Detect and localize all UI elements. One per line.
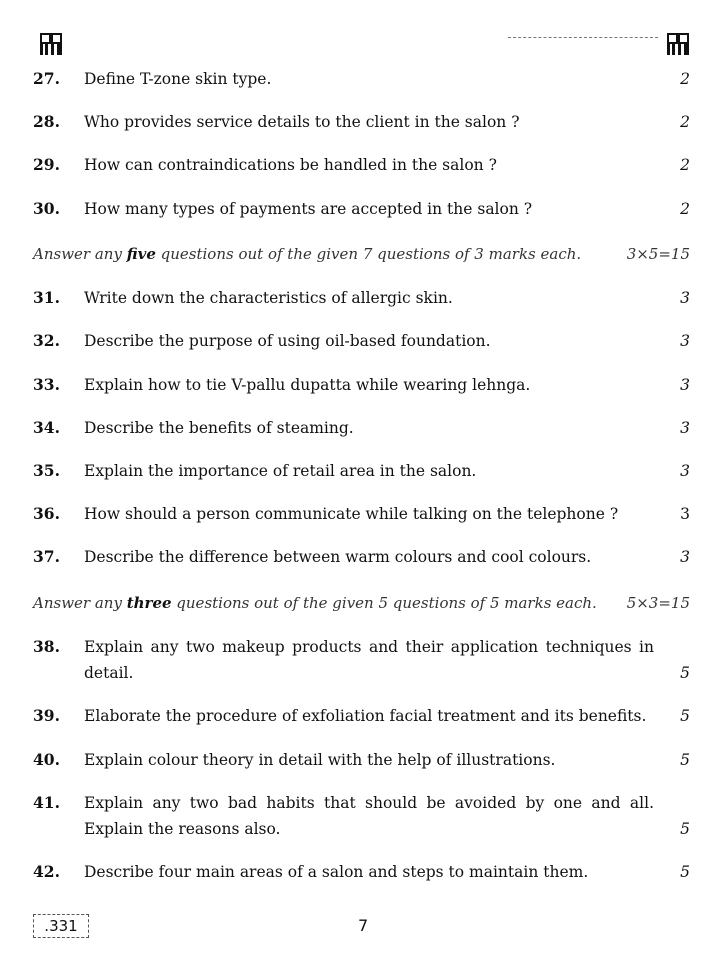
question-marks: 5 bbox=[680, 820, 690, 838]
qr-code-left-icon bbox=[40, 33, 62, 55]
question-number: 34. bbox=[33, 418, 60, 437]
question-text: Who provides service details to the client in the salon ? bbox=[84, 113, 520, 131]
question-marks: 5 bbox=[680, 863, 690, 881]
section-total-marks: 5×3=15 bbox=[626, 594, 690, 612]
instruction-count: three bbox=[126, 594, 172, 612]
section-instruction-5-marks bbox=[33, 591, 690, 615]
header-rule bbox=[508, 37, 658, 38]
instruction-pre: Answer any bbox=[33, 594, 127, 612]
instruction-pre: Answer any bbox=[33, 245, 127, 263]
section-instruction-3-marks bbox=[33, 242, 690, 266]
question-number: 39. bbox=[33, 706, 60, 725]
question-marks: 2 bbox=[680, 156, 690, 174]
instruction-post: questions out of the given 5 questions of 5 marks each. bbox=[171, 594, 597, 612]
question-marks: 3 bbox=[680, 548, 690, 566]
question-marks: 3 bbox=[680, 289, 690, 307]
question-number: 40. bbox=[33, 750, 60, 769]
question-number: 41. bbox=[33, 793, 60, 812]
question-text: Write down the characteristics of allergic skin. bbox=[84, 289, 453, 307]
instruction-count: five bbox=[126, 245, 156, 263]
question-text: How many types of payments are accepted in the salon ? bbox=[84, 200, 533, 218]
question-text: How can contraindications be handled in the salon ? bbox=[84, 156, 497, 174]
page-number: 7 bbox=[358, 916, 369, 935]
question-text: Explain colour theory in detail with the help of illustrations. bbox=[84, 751, 556, 769]
section-total-marks: 3×5=15 bbox=[626, 245, 690, 263]
question-marks: 3 bbox=[680, 376, 690, 394]
question-text: Explain how to tie V-pallu dupatta while wearing lehnga. bbox=[84, 376, 531, 394]
question-number: 36. bbox=[33, 504, 60, 523]
question-marks: 3 bbox=[680, 505, 690, 523]
question-text: Describe the purpose of using oil-based foundation. bbox=[84, 332, 491, 350]
paper-code-box: .331 bbox=[33, 914, 89, 938]
question-number: 31. bbox=[33, 288, 60, 307]
qr-code-right-icon bbox=[667, 33, 689, 55]
question-number: 28. bbox=[33, 112, 60, 131]
question-number: 37. bbox=[33, 547, 60, 566]
question-text: Elaborate the procedure of exfoliation facial treatment and its benefits. bbox=[84, 707, 647, 725]
question-text: Explain any two makeup products and their application techniques in detail. bbox=[84, 638, 654, 682]
question-marks: 5 bbox=[680, 751, 690, 769]
question-number: 32. bbox=[33, 331, 60, 350]
question-marks: 2 bbox=[680, 70, 690, 88]
question-number: 29. bbox=[33, 155, 60, 174]
question-marks: 3 bbox=[680, 332, 690, 350]
question-number: 30. bbox=[33, 199, 60, 218]
question-number: 27. bbox=[33, 69, 60, 88]
question-number: 42. bbox=[33, 862, 60, 881]
question-text: Describe the benefits of steaming. bbox=[84, 419, 354, 437]
question-marks: 5 bbox=[680, 664, 690, 682]
question-text: Explain any two bad habits that should be avoided by one and all. Explain the reasons also. bbox=[84, 794, 654, 838]
question-text: Explain the importance of retail area in the salon. bbox=[84, 462, 477, 480]
question-marks: 2 bbox=[680, 200, 690, 218]
question-text: How should a person communicate while talking on the telephone ? bbox=[84, 505, 619, 523]
question-number: 33. bbox=[33, 375, 60, 394]
question-marks: 2 bbox=[680, 113, 690, 131]
instruction-post: questions out of the given 7 questions of 3 marks each. bbox=[155, 245, 582, 263]
question-marks: 3 bbox=[680, 419, 690, 437]
question-number: 38. bbox=[33, 637, 60, 656]
question-number: 35. bbox=[33, 461, 60, 480]
question-text: Describe four main areas of a salon and steps to maintain them. bbox=[84, 863, 589, 881]
question-text: Define T-zone skin type. bbox=[84, 70, 272, 88]
question-marks: 5 bbox=[680, 707, 690, 725]
question-marks: 3 bbox=[680, 462, 690, 480]
question-text: Describe the difference between warm colours and cool colours. bbox=[84, 548, 592, 566]
